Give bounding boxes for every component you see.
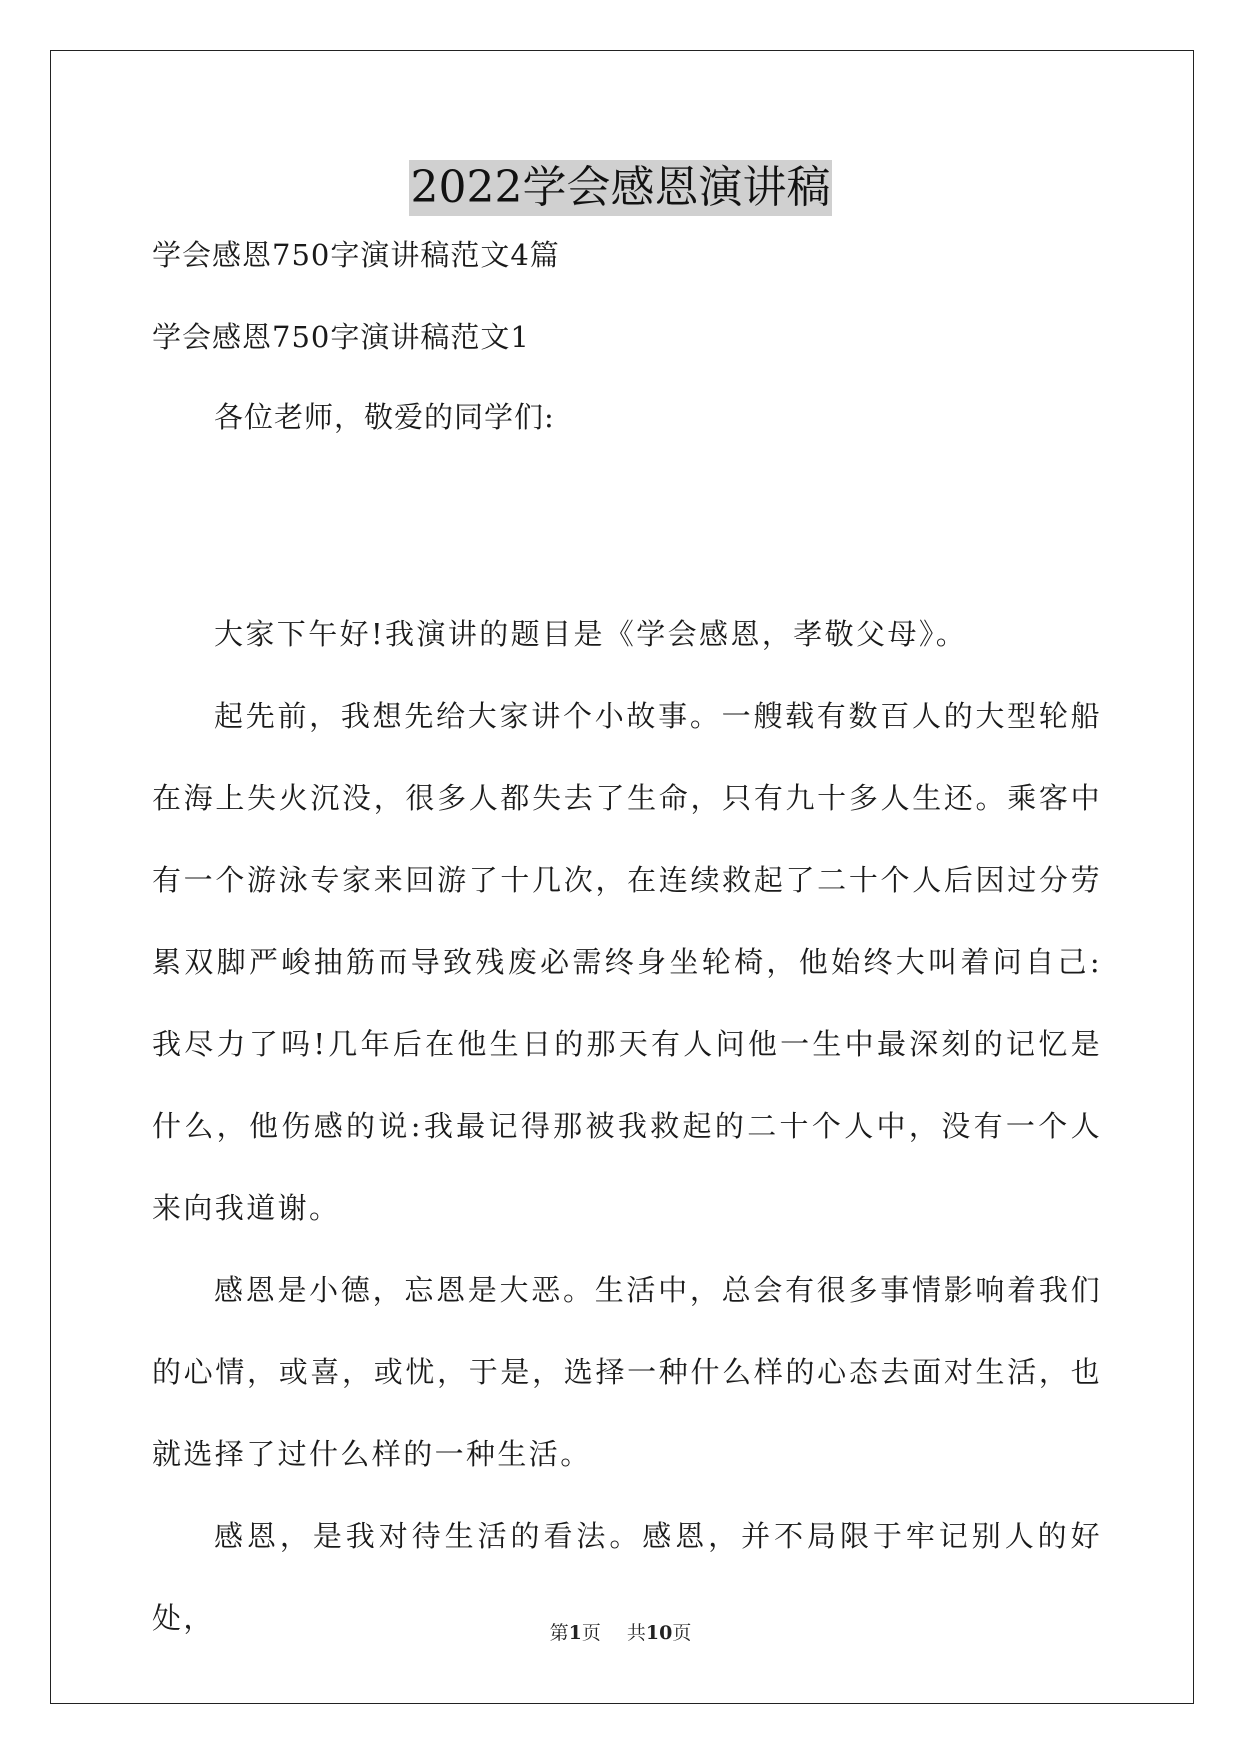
- title-container: [0, 160, 1241, 216]
- speech-text: [152, 593, 1102, 1659]
- page-suffix: 页: [581, 1622, 601, 1644]
- subheading-sample: 学会感恩750字演讲稿范文1: [152, 320, 530, 354]
- page-prefix: 第: [549, 1622, 569, 1644]
- paragraph-intro: 大家下午好!我演讲的题目是《学会感恩，孝敬父母》。: [214, 617, 968, 651]
- subheading-collection: 学会感恩750字演讲稿范文4篇: [152, 238, 560, 272]
- paragraph-gratitude-attitude: 感恩，是我对待生活的看法。感恩，并不局限于牢记别人的好处，: [152, 1519, 1102, 1635]
- total-suffix: 页: [672, 1622, 692, 1644]
- paragraph-gratitude-virtue: 感恩是小德，忘恩是大恶。生活中，总会有很多事情影响着我们的心情，或喜，或忧，于是，选择一种什么样的心态去面对生活，也就选择了过什么样的一种生活。: [152, 1273, 1102, 1471]
- document-title: 2022学会感恩演讲稿: [409, 160, 833, 216]
- total-prefix: 共: [626, 1622, 646, 1644]
- paragraph-story: 起先前，我想先给大家讲个小故事。一艘载有数百人的大型轮船在海上失火沉没，很多人都失去了生命，只有九十多人生还。乘客中有一个游泳专家来回游了十几次，在连续救起了二十个人后因过分劳累双脚严峻抽筋而导致残废必需终身坐轮椅，他始终大叫着问自己:我尽力了吗!几年后在他生日的那天有人问他一生中最深刻的记忆是什么，他伤感的说:我最记得那被我救起的二十个人中，没有一个人来向我道谢。: [152, 699, 1102, 1225]
- page-footer: [0, 1621, 1241, 1645]
- total-pages: 10: [645, 1622, 673, 1644]
- page-number: 1: [568, 1622, 582, 1644]
- greeting: 各位老师，敬爱的同学们:: [214, 400, 555, 434]
